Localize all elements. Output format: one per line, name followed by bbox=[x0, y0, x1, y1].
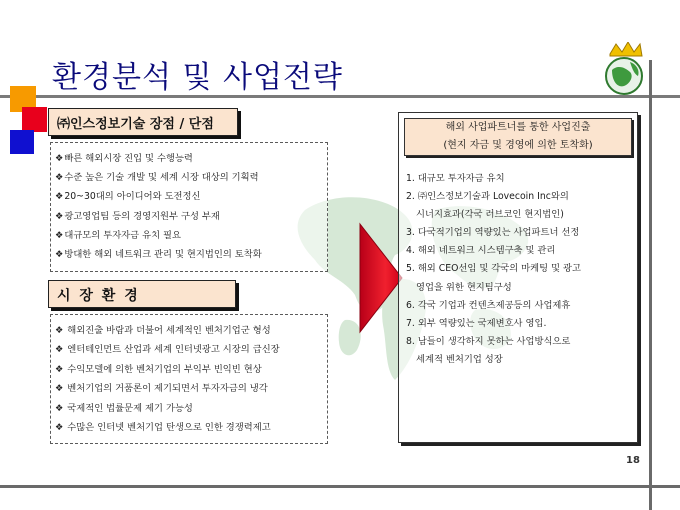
list-item: ❖ 벤처기업의 거품론이 제기되면서 투자자금의 냉각 bbox=[55, 383, 268, 395]
market-box bbox=[50, 314, 328, 444]
list-item: ❖ 국제적인 법률문제 제기 가능성 bbox=[55, 402, 193, 414]
diamond-bullet-icon: ❖ bbox=[55, 402, 67, 414]
list-item: 8. 남들이 생각하지 못하는 사업방식으로 bbox=[406, 335, 571, 347]
strategy-steps-list bbox=[406, 170, 581, 369]
strategy-header-line1: 해외 사업파트너를 통한 사업진출 bbox=[445, 122, 591, 133]
list-item: 4. 해외 네트워크 시스템구축 및 관리 bbox=[406, 245, 556, 257]
strengths-list bbox=[51, 143, 327, 264]
blue-square-decoration bbox=[10, 130, 34, 154]
diamond-bullet-icon: ❖ bbox=[55, 422, 67, 434]
list-item: ❖대규모의 투자자금 유치 필요 bbox=[55, 229, 181, 241]
list-item: 2. ㈜인스정보기술과 Lovecoin Inc와의 bbox=[406, 191, 569, 203]
bottom-divider-line bbox=[0, 485, 680, 488]
diamond-bullet-icon: ❖ bbox=[55, 191, 64, 203]
market-list bbox=[51, 315, 327, 437]
diamond-bullet-icon: ❖ bbox=[55, 325, 67, 336]
diamond-bullet-icon: ❖ bbox=[55, 229, 64, 241]
diamond-bullet-icon: ❖ bbox=[55, 153, 64, 164]
strategy-header bbox=[404, 118, 632, 156]
list-item: 5. 해외 CEO선임 및 각국의 마케팅 및 광고 bbox=[406, 263, 581, 275]
page-number: 18 bbox=[626, 455, 640, 466]
list-item: ❖20~30대의 아이디어와 도전정신 bbox=[55, 191, 201, 203]
list-item: ❖ 수익모델에 의한 벤처기업의 부익부 빈익빈 현상 bbox=[55, 363, 262, 375]
red-square-decoration bbox=[22, 107, 47, 132]
diamond-bullet-icon: ❖ bbox=[55, 344, 67, 356]
list-item: ❖빠른 해외시장 진입 및 수행능력 bbox=[55, 153, 193, 164]
list-item: 7. 외부 역량있는 국제변호사 영입. bbox=[406, 317, 547, 329]
market-header: 시 장 환 경 bbox=[48, 280, 236, 308]
right-divider-line bbox=[649, 60, 652, 510]
list-item: ❖ 엔터테인먼트 산업과 세계 인터넷광고 시장의 급신장 bbox=[55, 344, 280, 356]
globe-crown-logo-icon bbox=[600, 42, 648, 98]
list-item: ❖수준 높은 기술 개발 및 세계 시장 대상의 기획력 bbox=[55, 172, 259, 184]
list-item: 영업을 위한 현지팀구성 bbox=[416, 281, 512, 293]
slide-title: 환경분석 및 사업전략 bbox=[52, 60, 343, 95]
list-item: 1. 대규모 투자자금 유치 bbox=[406, 173, 505, 184]
strategy-header-line2: (현지 자금 및 경영에 의한 토착화) bbox=[443, 140, 593, 151]
list-item: ❖ 수많은 인터넷 벤처기업 탄생으로 인한 경쟁력제고 bbox=[55, 422, 271, 434]
strengths-box bbox=[50, 142, 328, 272]
diamond-bullet-icon: ❖ bbox=[55, 172, 64, 184]
list-item: ❖광고영업팀 등의 경영지원부 구성 부재 bbox=[55, 210, 220, 222]
diamond-bullet-icon: ❖ bbox=[55, 363, 67, 375]
list-item: ❖ 해외진출 바람과 더불어 세계적인 벤처기업군 형성 bbox=[55, 325, 271, 336]
strengths-header: ㈜인스정보기술 장점 / 단점 bbox=[48, 108, 238, 136]
diamond-bullet-icon: ❖ bbox=[55, 249, 64, 261]
list-item: ❖방대한 해외 네트워크 관리 및 현지법인의 토착화 bbox=[55, 249, 262, 261]
diamond-bullet-icon: ❖ bbox=[55, 383, 67, 395]
list-item: 세계적 벤처기업 성장 bbox=[416, 353, 503, 365]
list-item: 시너지효과(각국 러브코인 현지법인) bbox=[416, 209, 564, 221]
diamond-bullet-icon: ❖ bbox=[55, 210, 64, 222]
list-item: 3. 다국적기업의 역량있는 사업파트너 선정 bbox=[406, 227, 580, 239]
list-item: 6. 각국 기업과 컨텐츠제공등의 사업제휴 bbox=[406, 299, 571, 311]
